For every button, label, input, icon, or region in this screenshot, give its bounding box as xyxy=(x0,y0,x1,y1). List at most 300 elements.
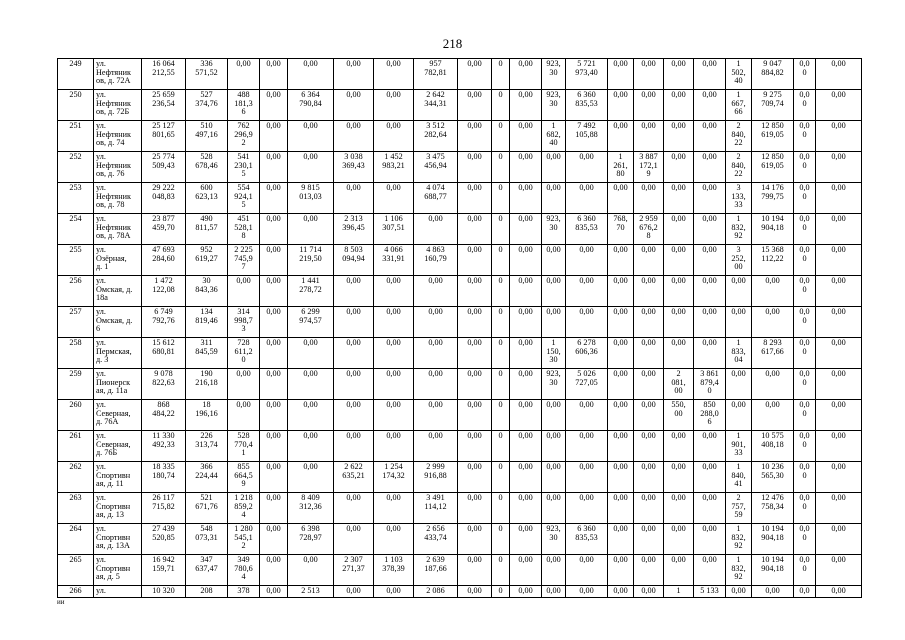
address-cell: ул. Северная, д. 76Б xyxy=(94,431,142,462)
value-cell: 0,00 xyxy=(510,400,542,431)
value-cell: 0,00 xyxy=(260,59,288,90)
value-cell: 347 637,47 xyxy=(186,555,228,586)
value-cell: 9 275 709,74 xyxy=(752,90,794,121)
value-cell: 0,00 xyxy=(414,431,458,462)
value-cell: 0,00 xyxy=(608,183,634,214)
value-cell: 0,00 xyxy=(816,183,862,214)
value-cell: 0,00 xyxy=(288,369,334,400)
value-cell: 0,00 xyxy=(288,121,334,152)
value-cell: 0,00 xyxy=(816,90,862,121)
table-row xyxy=(58,555,862,586)
value-cell: 0,00 xyxy=(664,90,694,121)
value-cell: 528 678,46 xyxy=(186,152,228,183)
value-cell: 0,00 xyxy=(608,524,634,555)
value-cell: 600 623,13 xyxy=(186,183,228,214)
value-cell: 0,00 xyxy=(510,90,542,121)
value-cell: 2 757, 59 xyxy=(726,493,752,524)
table-row xyxy=(58,245,862,276)
value-cell: 0,00 xyxy=(374,338,414,369)
value-cell: 15 368 112,22 xyxy=(752,245,794,276)
value-cell: 0,00 xyxy=(458,276,492,307)
value-cell: 0,00 xyxy=(694,462,726,493)
value-cell: 0,00 xyxy=(458,369,492,400)
value-cell: 12 476 758,34 xyxy=(752,493,794,524)
value-cell: 527 374,76 xyxy=(186,90,228,121)
value-cell: 0,00 xyxy=(458,555,492,586)
value-cell: 762 296,9 2 xyxy=(228,121,260,152)
value-cell: 3 475 456,94 xyxy=(414,152,458,183)
value-cell: 0,00 xyxy=(664,338,694,369)
value-cell: 6 360 835,53 xyxy=(566,214,608,245)
value-cell: 0,0 0 xyxy=(794,183,816,214)
value-cell: 1 832, 92 xyxy=(726,524,752,555)
value-cell: 0,00 xyxy=(694,493,726,524)
value-cell: 0,00 xyxy=(374,400,414,431)
address-cell: ул. Нефтяник ов, д. 72А xyxy=(94,59,142,90)
row-number-cell: 254 xyxy=(58,214,94,245)
row-number-cell: 263 xyxy=(58,493,94,524)
value-cell: 0 xyxy=(492,152,510,183)
value-cell: 4 074 688,77 xyxy=(414,183,458,214)
value-cell: 0 xyxy=(492,555,510,586)
value-cell: 868 484,22 xyxy=(142,400,186,431)
table-row xyxy=(58,462,862,493)
value-cell: 2 656 433,74 xyxy=(414,524,458,555)
value-cell: 4 863 160,79 xyxy=(414,245,458,276)
value-cell: 0,00 xyxy=(634,462,664,493)
value-cell: 0,00 xyxy=(458,245,492,276)
address-cell: ул. Пермская, д. 3 xyxy=(94,338,142,369)
value-cell: 0,00 xyxy=(510,431,542,462)
value-cell: 0,00 xyxy=(752,586,794,598)
value-cell: 0,00 xyxy=(664,214,694,245)
value-cell: 541 230,1 5 xyxy=(228,152,260,183)
value-cell: 0,00 xyxy=(414,276,458,307)
value-cell: 0,00 xyxy=(288,555,334,586)
value-cell: 0,00 xyxy=(694,121,726,152)
row-number-cell: 259 xyxy=(58,369,94,400)
value-cell: 10 194 904,18 xyxy=(752,214,794,245)
value-cell: 0,00 xyxy=(816,400,862,431)
data-table xyxy=(57,58,862,598)
value-cell: 0,00 xyxy=(816,214,862,245)
value-cell: 2 642 344,31 xyxy=(414,90,458,121)
value-cell: 16 942 159,71 xyxy=(142,555,186,586)
value-cell: 0,0 0 xyxy=(794,245,816,276)
value-cell: 0,00 xyxy=(726,276,752,307)
table-body xyxy=(58,59,862,598)
value-cell: 0,00 xyxy=(510,276,542,307)
value-cell: 0,00 xyxy=(608,121,634,152)
value-cell: 0,0 0 xyxy=(794,338,816,369)
value-cell: 1 106 307,51 xyxy=(374,214,414,245)
value-cell: 3 252, 00 xyxy=(726,245,752,276)
address-cell: ул. Спортивн ая, д. 11 xyxy=(94,462,142,493)
table-row xyxy=(58,90,862,121)
value-cell: 0,00 xyxy=(694,245,726,276)
value-cell: 554 924,1 5 xyxy=(228,183,260,214)
value-cell: 0,00 xyxy=(664,59,694,90)
value-cell: 0,00 xyxy=(542,276,566,307)
value-cell: 2 307 271,37 xyxy=(334,555,374,586)
value-cell: 0,00 xyxy=(816,586,862,598)
value-cell: 0,00 xyxy=(816,307,862,338)
value-cell: 0,00 xyxy=(816,276,862,307)
row-number-cell: 262 xyxy=(58,462,94,493)
address-cell: ул. Нефтяник ов, д. 78А xyxy=(94,214,142,245)
value-cell: 0,00 xyxy=(816,152,862,183)
value-cell: 0,00 xyxy=(260,586,288,598)
value-cell: 8 503 094,94 xyxy=(334,245,374,276)
value-cell: 952 619,27 xyxy=(186,245,228,276)
value-cell: 0,00 xyxy=(664,524,694,555)
table-row xyxy=(58,276,862,307)
value-cell: 0,00 xyxy=(634,555,664,586)
value-cell: 0,00 xyxy=(334,338,374,369)
row-number-cell: 253 xyxy=(58,183,94,214)
value-cell: 6 360 835,53 xyxy=(566,524,608,555)
value-cell: 6 360 835,53 xyxy=(566,90,608,121)
value-cell: 957 782,81 xyxy=(414,59,458,90)
value-cell: 0,00 xyxy=(566,245,608,276)
value-cell: 0,00 xyxy=(260,524,288,555)
address-cell: ул. Омская, д. 6 xyxy=(94,307,142,338)
value-cell: 12 850 619,05 xyxy=(752,121,794,152)
value-cell: 0,00 xyxy=(664,183,694,214)
value-cell: 1 280 545,1 2 xyxy=(228,524,260,555)
value-cell: 18 335 180,74 xyxy=(142,462,186,493)
table-row xyxy=(58,152,862,183)
value-cell: 190 216,18 xyxy=(186,369,228,400)
value-cell: 0,00 xyxy=(664,307,694,338)
value-cell: 0,00 xyxy=(260,462,288,493)
value-cell: 25 774 509,43 xyxy=(142,152,186,183)
value-cell: 0,00 xyxy=(816,493,862,524)
value-cell: 134 819,46 xyxy=(186,307,228,338)
value-cell: 0,00 xyxy=(634,586,664,598)
value-cell: 1 218 859,2 4 xyxy=(228,493,260,524)
value-cell: 0 xyxy=(492,90,510,121)
value-cell: 349 780,6 4 xyxy=(228,555,260,586)
value-cell: 14 176 799,75 xyxy=(752,183,794,214)
value-cell: 0,00 xyxy=(752,369,794,400)
value-cell: 0,00 xyxy=(608,431,634,462)
value-cell: 0,00 xyxy=(664,555,694,586)
value-cell: 0,00 xyxy=(334,276,374,307)
value-cell: 0,00 xyxy=(510,245,542,276)
value-cell: 0,00 xyxy=(288,59,334,90)
value-cell: 0 xyxy=(492,338,510,369)
value-cell: 0,00 xyxy=(334,586,374,598)
value-cell: 0,00 xyxy=(414,338,458,369)
value-cell: 0,00 xyxy=(634,90,664,121)
value-cell: 0 xyxy=(492,276,510,307)
value-cell: 0,00 xyxy=(634,276,664,307)
value-cell: 0,00 xyxy=(542,400,566,431)
value-cell: 10 575 408,18 xyxy=(752,431,794,462)
value-cell: 0,00 xyxy=(816,338,862,369)
value-cell: 0,00 xyxy=(634,493,664,524)
value-cell: 0,00 xyxy=(608,59,634,90)
value-cell: 25 659 236,54 xyxy=(142,90,186,121)
value-cell: 0,00 xyxy=(694,338,726,369)
value-cell: 0,00 xyxy=(816,245,862,276)
value-cell: 4 066 331,91 xyxy=(374,245,414,276)
value-cell: 0,00 xyxy=(608,338,634,369)
address-cell: ул. Нефтяник ов, д. 74 xyxy=(94,121,142,152)
value-cell: 2 840, 22 xyxy=(726,121,752,152)
value-cell: 366 224,44 xyxy=(186,462,228,493)
value-cell: 0,00 xyxy=(726,586,752,598)
value-cell: 0,0 0 xyxy=(794,462,816,493)
value-cell: 0,00 xyxy=(510,214,542,245)
value-cell: 923, 30 xyxy=(542,524,566,555)
value-cell: 0,00 xyxy=(414,369,458,400)
value-cell: 0,00 xyxy=(260,121,288,152)
value-cell: 0,00 xyxy=(374,524,414,555)
value-cell: 0,00 xyxy=(608,555,634,586)
value-cell: 0,00 xyxy=(726,369,752,400)
value-cell: 0,00 xyxy=(694,90,726,121)
value-cell: 1 xyxy=(664,586,694,598)
value-cell: 521 671,76 xyxy=(186,493,228,524)
value-cell: 728 611,2 0 xyxy=(228,338,260,369)
value-cell: 0,00 xyxy=(542,183,566,214)
value-cell: 10 236 565,30 xyxy=(752,462,794,493)
value-cell: 6 749 792,76 xyxy=(142,307,186,338)
value-cell: 0,0 0 xyxy=(794,400,816,431)
value-cell: 0,00 xyxy=(542,245,566,276)
value-cell: 0,00 xyxy=(608,462,634,493)
value-cell: 0,00 xyxy=(510,462,542,493)
value-cell: 1 832, 92 xyxy=(726,555,752,586)
row-number-cell: 261 xyxy=(58,431,94,462)
value-cell: 11 714 219,50 xyxy=(288,245,334,276)
value-cell: 23 877 459,70 xyxy=(142,214,186,245)
value-cell: 2 639 187,66 xyxy=(414,555,458,586)
value-cell: 0,00 xyxy=(726,400,752,431)
table-row xyxy=(58,400,862,431)
value-cell: 0,00 xyxy=(458,90,492,121)
table-row xyxy=(58,307,862,338)
value-cell: 0,00 xyxy=(816,555,862,586)
value-cell: 0,00 xyxy=(334,369,374,400)
value-cell: 0,00 xyxy=(694,214,726,245)
value-cell: 1 833, 04 xyxy=(726,338,752,369)
row-number-cell: 250 xyxy=(58,90,94,121)
value-cell: 0,00 xyxy=(458,121,492,152)
footer-mark: ии xyxy=(57,598,65,606)
value-cell: 0,00 xyxy=(510,183,542,214)
value-cell: 1 254 174,32 xyxy=(374,462,414,493)
value-cell: 8 409 312,36 xyxy=(288,493,334,524)
value-cell: 0,00 xyxy=(664,245,694,276)
value-cell: 0,00 xyxy=(414,214,458,245)
value-cell: 12 850 619,05 xyxy=(752,152,794,183)
row-number-cell: 258 xyxy=(58,338,94,369)
value-cell: 0,00 xyxy=(634,59,664,90)
value-cell: 0 xyxy=(492,59,510,90)
address-cell: ул. Нефтяник ов, д. 72Б xyxy=(94,90,142,121)
value-cell: 0 xyxy=(492,121,510,152)
value-cell: 0,00 xyxy=(694,152,726,183)
value-cell: 0,00 xyxy=(374,90,414,121)
value-cell: 0,00 xyxy=(816,369,862,400)
value-cell: 0,00 xyxy=(634,400,664,431)
table-row xyxy=(58,121,862,152)
value-cell: 3 038 369,43 xyxy=(334,152,374,183)
value-cell: 0,00 xyxy=(510,121,542,152)
value-cell: 2 313 396,45 xyxy=(334,214,374,245)
value-cell: 0,00 xyxy=(260,214,288,245)
value-cell: 10 194 904,18 xyxy=(752,555,794,586)
value-cell: 47 693 284,60 xyxy=(142,245,186,276)
value-cell: 6 364 790,84 xyxy=(288,90,334,121)
value-cell: 5 133 xyxy=(694,586,726,598)
value-cell: 0,00 xyxy=(634,431,664,462)
value-cell: 0,00 xyxy=(566,493,608,524)
value-cell: 0,00 xyxy=(664,121,694,152)
row-number-cell: 266 xyxy=(58,586,94,598)
value-cell: 0,00 xyxy=(288,431,334,462)
value-cell: 550, 00 xyxy=(664,400,694,431)
value-cell: 0,00 xyxy=(374,307,414,338)
value-cell: 0,00 xyxy=(288,462,334,493)
value-cell: 548 073,31 xyxy=(186,524,228,555)
row-number-cell: 252 xyxy=(58,152,94,183)
value-cell: 0,00 xyxy=(694,183,726,214)
value-cell: 0,00 xyxy=(694,307,726,338)
row-number-cell: 251 xyxy=(58,121,94,152)
value-cell: 0,00 xyxy=(228,400,260,431)
value-cell: 15 612 680,81 xyxy=(142,338,186,369)
value-cell: 0,0 0 xyxy=(794,493,816,524)
value-cell: 0,00 xyxy=(458,183,492,214)
address-cell: ул. Омская, д. 18а xyxy=(94,276,142,307)
value-cell: 0,00 xyxy=(334,59,374,90)
value-cell: 0,00 xyxy=(542,493,566,524)
value-cell: 850 288,0 6 xyxy=(694,400,726,431)
table-row xyxy=(58,369,862,400)
value-cell: 0 xyxy=(492,493,510,524)
value-cell: 0,00 xyxy=(374,59,414,90)
value-cell: 0,00 xyxy=(566,431,608,462)
address-cell: ул. Спортивн ая, д. 5 xyxy=(94,555,142,586)
address-cell: ул. Северная, д. 76А xyxy=(94,400,142,431)
value-cell: 0,00 xyxy=(510,59,542,90)
value-cell: 0,00 xyxy=(608,245,634,276)
value-cell: 11 330 492,33 xyxy=(142,431,186,462)
value-cell: 0,00 xyxy=(374,586,414,598)
value-cell: 1 261, 80 xyxy=(608,152,634,183)
value-cell: 0,00 xyxy=(458,524,492,555)
value-cell: 0,00 xyxy=(260,307,288,338)
value-cell: 0,00 xyxy=(542,431,566,462)
address-cell: ул. Спортивн ая, д. 13А xyxy=(94,524,142,555)
table-row xyxy=(58,524,862,555)
value-cell: 0,00 xyxy=(694,276,726,307)
value-cell: 1 682, 40 xyxy=(542,121,566,152)
value-cell: 0,00 xyxy=(694,524,726,555)
value-cell: 0,00 xyxy=(458,59,492,90)
value-cell: 451 528,1 8 xyxy=(228,214,260,245)
value-cell: 0,00 xyxy=(458,152,492,183)
row-number-cell: 260 xyxy=(58,400,94,431)
value-cell: 0,00 xyxy=(374,369,414,400)
value-cell: 6 398 728,97 xyxy=(288,524,334,555)
table-row xyxy=(58,493,862,524)
value-cell: 0,00 xyxy=(816,431,862,462)
value-cell: 0,00 xyxy=(726,307,752,338)
value-cell: 768, 70 xyxy=(608,214,634,245)
value-cell: 0,00 xyxy=(458,307,492,338)
value-cell: 0,00 xyxy=(260,183,288,214)
value-cell: 1 502, 40 xyxy=(726,59,752,90)
value-cell: 0,00 xyxy=(664,493,694,524)
value-cell: 29 222 048,83 xyxy=(142,183,186,214)
value-cell: 0,00 xyxy=(260,555,288,586)
value-cell: 3 491 114,12 xyxy=(414,493,458,524)
value-cell: 0,00 xyxy=(228,369,260,400)
value-cell: 0,00 xyxy=(260,245,288,276)
value-cell: 226 313,74 xyxy=(186,431,228,462)
value-cell: 0,00 xyxy=(542,462,566,493)
value-cell: 314 998,7 3 xyxy=(228,307,260,338)
value-cell: 0,0 0 xyxy=(794,431,816,462)
value-cell: 0,0 0 xyxy=(794,307,816,338)
value-cell: 0,00 xyxy=(510,524,542,555)
value-cell: 336 571,52 xyxy=(186,59,228,90)
value-cell: 0,00 xyxy=(510,152,542,183)
value-cell: 528 770,4 1 xyxy=(228,431,260,462)
value-cell: 378 xyxy=(228,586,260,598)
value-cell: 923, 30 xyxy=(542,369,566,400)
value-cell: 0,00 xyxy=(634,121,664,152)
value-cell: 2 622 635,21 xyxy=(334,462,374,493)
value-cell: 0,00 xyxy=(458,462,492,493)
value-cell: 0,00 xyxy=(334,400,374,431)
value-cell: 0,00 xyxy=(334,431,374,462)
value-cell: 0,00 xyxy=(608,276,634,307)
row-number-cell: 257 xyxy=(58,307,94,338)
value-cell: 0,00 xyxy=(608,307,634,338)
row-number-cell: 265 xyxy=(58,555,94,586)
value-cell: 0,00 xyxy=(458,338,492,369)
value-cell: 0,00 xyxy=(634,183,664,214)
value-cell: 0,00 xyxy=(510,586,542,598)
value-cell: 0,00 xyxy=(694,59,726,90)
value-cell: 26 117 715,82 xyxy=(142,493,186,524)
value-cell: 30 843,36 xyxy=(186,276,228,307)
value-cell: 0 xyxy=(492,431,510,462)
row-number-cell: 255 xyxy=(58,245,94,276)
value-cell: 510 497,16 xyxy=(186,121,228,152)
value-cell: 0,0 0 xyxy=(794,555,816,586)
value-cell: 0,00 xyxy=(374,431,414,462)
table-row xyxy=(58,586,862,598)
value-cell: 0,00 xyxy=(634,245,664,276)
value-cell: 9 078 822,63 xyxy=(142,369,186,400)
value-cell: 0,00 xyxy=(414,307,458,338)
value-cell: 0,00 xyxy=(664,152,694,183)
value-cell: 9 047 884,82 xyxy=(752,59,794,90)
value-cell: 0,00 xyxy=(458,214,492,245)
value-cell: 0,00 xyxy=(260,400,288,431)
value-cell: 0 xyxy=(492,369,510,400)
value-cell: 0,00 xyxy=(816,121,862,152)
address-cell: ул. Озёрная, д. 1 xyxy=(94,245,142,276)
value-cell: 490 811,57 xyxy=(186,214,228,245)
